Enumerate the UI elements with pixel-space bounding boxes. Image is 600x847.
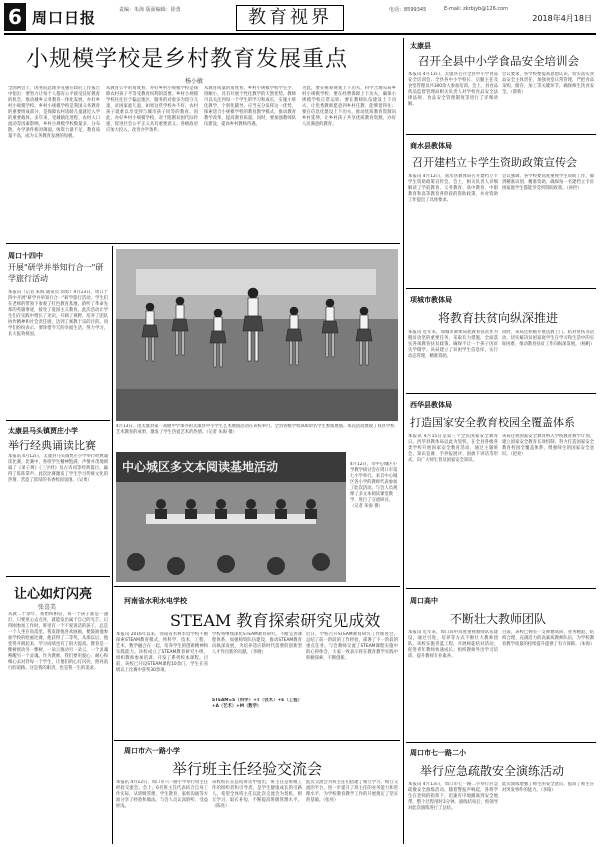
safety-column-1: 本报讯 4月15日是第三个全民国家安全教育日。西华县教体局以此为契机，在全县各级各类学校开展国家安全教育活动，通过主题班会、知识竞赛、手抄报展评、国旗下讲话等形式，向广大师生普及国家安全知识。 xyxy=(408,434,498,463)
teachers-column-1: 本报讯 近年来，周口高中高度重视教师队伍建设，通过引进、培养等方式不断壮大教师团队。该校实施青蓝工程，开展师徒结对活动，促进青年教师快速成长；组织教师外出学习培训，提升教师专业素养。 xyxy=(408,630,498,659)
section-divider xyxy=(114,586,400,587)
poverty-column-1: 本报讯 近年来，项城市教体局把教育扶贫作为脱贫攻坚的重要任务，采取有力措施，全面落实各项教育扶贫政策，确保不让一个孩子因贫失学辍学。该局建立了贫困学生信息库，实行动态管理，精准资助。 xyxy=(408,330,498,359)
lamp-headline: 让心如灯闪亮 xyxy=(14,587,93,602)
safety-column-2: 该局还将国家安全教育纳入学校教育教学计划，建立国家安全教育长效机制，努力打造国家安全教育校园全覆盖体系，增强师生的国家安全意识。（赵亮） xyxy=(502,434,594,457)
poverty-kicker: 项城市教体局 xyxy=(410,296,452,304)
poverty-column-2: 同时，该局还积极开展送教上门、结对帮扶等活动，切实解决贫困家庭学生在学习和生活中的实际困难，推动教育扶贫工作向纵深发展。（杨帆） xyxy=(502,330,594,347)
drill-headline: 举行应急疏散安全演练活动 xyxy=(420,764,565,778)
funding-column-1: 本报讯 4月12日，商水县教体局召开建档立卡学生资助政策宣传会。会上，相关负责人详细解读了学前教育、义务教育、高中教育、中职教育和高等教育各阶段的资助政策，并对资助工作提出了具体要求。 xyxy=(408,174,498,203)
funding-column-2: 会议强调，各学校要高度重视学生资助工作，做到精准识别、精准资助，确保每一名建档立卡贫困家庭学生都能享受到资助政策。（孙世） xyxy=(502,174,594,191)
safety-headline: 打造国家安全教育校园全覆盖体系 xyxy=(410,416,575,429)
steam-headline: STEAM 教育探索研究见成效 xyxy=(170,611,381,630)
steam-formula: STEAM=S（科学）+T（技术）+E（工程）+A（艺术）+M（数学） xyxy=(212,698,302,709)
zk61-headline: 举行班主任经验交流会 xyxy=(172,760,323,778)
section-divider xyxy=(406,393,596,394)
taikang-body: 本报讯 4月12日，太康县马头镇贾庄小学举行经典诵读比赛。比赛中，各班学生精神饱满、声情并茂地朗诵了《弟子规》《三字经》及古诗词等经典篇目，赢得了阵阵掌声。此次比赛激发了学生学习传统文化的热情，营造了浓厚的书香校园氛围。（吴勇） xyxy=(8,454,108,483)
zk61-column-2: 该校校长在总结讲话中指出，班主任是班级工作的组织者和引导者，是学生健康成长的引路人。希望全体班主任以此次交流会为契机，相互学习，取长补短，不断提高班级管理水平。（陈亮） xyxy=(212,780,302,809)
section-divider xyxy=(6,420,110,421)
drill-kicker: 周口市七一路二小 xyxy=(410,749,466,757)
zk61-column-3: 此次交流会为班主任们搭建了相互学习、相互交流的平台，进一步提升了班主任的业务能力和管理水平，为学校教育教学工作的开展奠定了坚实的基础。（张亮） xyxy=(306,780,398,803)
safety-kicker: 西华县教体局 xyxy=(410,401,452,409)
reading-photo xyxy=(116,452,346,582)
phone-line: 电话：8599345 xyxy=(389,7,427,13)
paper-name: 周口日报 xyxy=(32,9,97,27)
lead-column-4: 为此，要在统筹规划上下功夫，科学合理布局乡村小规模学校；要在经费保障上下功夫，确保小规模学校正常运转；要在教师队伍建设上下功夫，让优秀教师愿意到乡村任教、能够留得住；要在信息化建设上下功夫，推动优质教育资源向乡村延伸，让乡村孩子共享优质教育资源，办好人民满意的教育。 xyxy=(302,86,396,127)
lead-byline: 杨小敏 xyxy=(185,78,204,85)
lead-column-3: 从教育质量的角度看，乡村小规模学校学生少、班额小，具有开展个性化教学的天然优势。教师可以关注到每一个学生的学习和成长，实施小班化教学、个别化辅导。应当充分发挥这一优势，探索适合小规模学校的教育教学模式，推动教育教学改革，提高教育质量。同时，要加强教师队伍建设，提高乡村教师待遇。 xyxy=(204,86,296,127)
column-rule xyxy=(403,38,404,844)
teachers-column-2: 目前，该校已拥有一支师德高尚、业务精湛、结构合理、充满活力的高素质教师队伍，为学校教育教学质量的持续提升提供了有力保障。（朱海） xyxy=(502,630,594,647)
editor-line: 责编：朱海 版面编辑：徐勇 xyxy=(119,7,181,13)
poverty-headline: 将教育扶贫向纵深推进 xyxy=(438,311,559,325)
section-divider xyxy=(6,576,110,577)
food-kicker: 太康县 xyxy=(410,42,431,50)
steam-column-1: 本报讯 2016年以来，河南省水利水电学校不断探索STEAM教育模式，将科学、技术、工程、艺术、数学融合在一起，培养学生的创新精神和实践能力。该校成立了STEAM教育研究小组，组织教师参加培训，开发了系列校本课程。目前，该校已开设STEAM课程10余门，学生在省级以上比赛中获奖30余项。 xyxy=(116,632,208,673)
section-title: 教育视界 xyxy=(236,5,344,31)
column-rule xyxy=(112,246,113,844)
dance-photo-caption: 4月13日，由太康县第一高级中学承办的太康县中小学生艺术展演活动在该校举行。全县各级学校500余名学生参加展演。本次活动展现了我县学校艺术教育的成果，激发了学生热爱艺术的热情。（记者 朱海 摄） xyxy=(116,424,395,435)
teachers-headline: 不断壮大教师团队 xyxy=(450,612,547,626)
email-line: E-mail: zkrbjyb@126.com xyxy=(444,6,509,12)
zk14-body: 本报讯（记者 朱海 通讯员 刘勇）4月13日，周口十四中开展"研学并举知行合一"研学旅行活动。学生们在老师的带领下参观了红色教育基地，聆听了革命先辈的英雄事迹，接受了爱国主义教育。此次活动让学生们在实践中增长了见识，开阔了视野，培养了团队协作精神和社会责任感，达到了寓教于乐的目的。同学们纷纷表示，要珍惜今天的幸福生活，努力学习，长大报效祖国。 xyxy=(8,290,108,337)
zk61-column-1: 本报讯 4月12日，周口市六一路小学举行班主任经验交流会。会上，6名班主任代表结合自身工作实际，从班级管理、学生教育、家校沟通等方面分享了经验和做法。与会人员认真聆听，受益匪浅。 xyxy=(116,780,208,809)
section-divider xyxy=(114,740,400,741)
lamp-body: 从教二十余年，我始终相信，每一个孩子都是一盏灯，只要用心去点亮，就能发出属于自己的光芒。记得刚参加工作时，班里有一个不爱说话的孩子，总是一个人坐在角落里。我发现他喜欢画画，便鼓励他参加学校的绘画比赛，他获得了二等奖。从那以后，他变得开朗起来，学习成绩也有了很大提高。教育是一棵树摇动另一棵树，一朵云推动另一朵云，一个灵魂唤醒另一个灵魂。作为教师，我们要用爱心、耐心和细心去对待每一个学生，让他们的心灯闪亮，照亮前行的道路。这是我的职责，也是我一生的追求。 xyxy=(8,612,108,671)
reading-photo-graphic xyxy=(116,482,346,582)
section-divider xyxy=(406,588,596,589)
reading-banner: 中心城区多文本阅读基地活动 xyxy=(116,452,346,482)
drill-column-2: 此次演练增强了师生的安全意识，提高了师生应对突发事件的能力。（李阳） xyxy=(502,782,594,793)
food-column-2: 会议要求，各学校要提高思想认识，切实落实食品安全主体责任，加强食堂日常管理，严把食品采购、储存、加工等关键环节，确保师生饮食安全。（蔡新） xyxy=(502,72,594,95)
masthead xyxy=(4,3,596,35)
steam-kicker: 河南省水利水电学校 xyxy=(124,597,187,605)
page-number: 6 xyxy=(4,3,26,31)
taikang-kicker: 太康县马头镇贾庄小学 xyxy=(8,427,78,435)
teachers-kicker: 周口高中 xyxy=(410,597,438,605)
steam-column-3: 近日，学校召开STEAM教育研究工作推进会，总结了前一阶段的工作经验，部署了下一阶段的重点任务。与会教师交流了STEAM课程实施中的心得体会，大家一致表示将在教育教学实践中积极探索，不断创新。 xyxy=(306,632,398,661)
section-divider xyxy=(406,288,596,289)
food-headline: 召开全县中小学食品安全培训会 xyxy=(418,54,579,68)
food-column-1: 本报讯 4月13日，太康县召开全县中小学食品安全培训会。全县各中小学校长、后勤主任及食堂管理员共300余人参加培训。会上，县食品药品监督管理局相关负责人对学校食品安全法律法规、食品安全管理制度等进行了详细讲解。 xyxy=(408,72,498,107)
reading-photo-caption: 4月12日，市中心城区小学教学研讨会在周口市第七小学举行。来自中心城区各小学的教师代表参加了此次活动。与会人员观摩了多文本阅读课堂教学，进行了交流研讨。（记者 朱海 摄） xyxy=(350,462,398,509)
zk14-headline: 开展"研学并举知行合一"研学旅行活动 xyxy=(8,263,104,283)
section-divider xyxy=(406,134,596,135)
section-divider xyxy=(406,742,596,743)
lead-column-1: 全国两会上，国务院总理李克强在政府工作报告中指出：要努力让每个人都有公平接受良好教育的机会，推动城乡义务教育一体化发展，办好乡村小规模学校。乡村小规模学校是我国义务教育的重要组成部分，是保障农村适龄儿童就近入学的重要载体。多年来，受城镇化进程、农村人口流动等因素影响，乡村小规模学校数量多、分布散，办学条件相对薄弱，师资力量不足，教育质量不高，成为义务教育发展的短板。 xyxy=(8,86,100,139)
publication-date: 2018年4月18日 xyxy=(532,14,592,23)
zk14-kicker: 周口十四中 xyxy=(8,252,43,260)
funding-headline: 召开建档立卡学生资助政策宣传会 xyxy=(412,156,577,169)
funding-kicker: 商水县教体局 xyxy=(410,142,452,150)
taikang-headline: 举行经典诵读比赛 xyxy=(8,439,96,452)
section-divider xyxy=(6,243,400,244)
lead-headline: 小规模学校是乡村教育发展重点 xyxy=(26,47,349,72)
lamp-byline: 张喜美 xyxy=(38,604,57,611)
dance-photo-graphic xyxy=(116,249,398,421)
lead-column-2: 从教育公平的角度看，办好乡村小规模学校是保障农村孩子平等受教育权利的需要。乡村小规模学校往往位于偏远地区，服务的对象多为留守儿童、贫困家庭儿童，如果这些学校办不好，农村孩子就难以享受到与城市孩子同等的教育。因此，办好乡村小规模学校，对于阻断贫困代际传递、促进社会公平正义具有重要意义。各级政府应加大投入，改善办学条件。 xyxy=(106,86,198,133)
steam-column-2: 学校将继续深化STEAM教育研究，不断完善课程体系，加强师资队伍建设，推动STEAM教育向纵深发展，为培养适应新时代需要的创新型人才作出新的贡献。（李晓） xyxy=(212,632,302,655)
zk61-kicker: 周口市六一路小学 xyxy=(124,747,180,755)
dance-photo xyxy=(116,249,398,421)
drill-column-1: 本报讯 4月13日，周口市七一路二小举行应急疏散安全演练活动。随着警报声响起，各班学生在老师的指挥下，迅速有序地撤离到安全地带，整个过程用时3分钟。演练结束后，校领导对此次演练进行了总结。 xyxy=(408,782,498,811)
